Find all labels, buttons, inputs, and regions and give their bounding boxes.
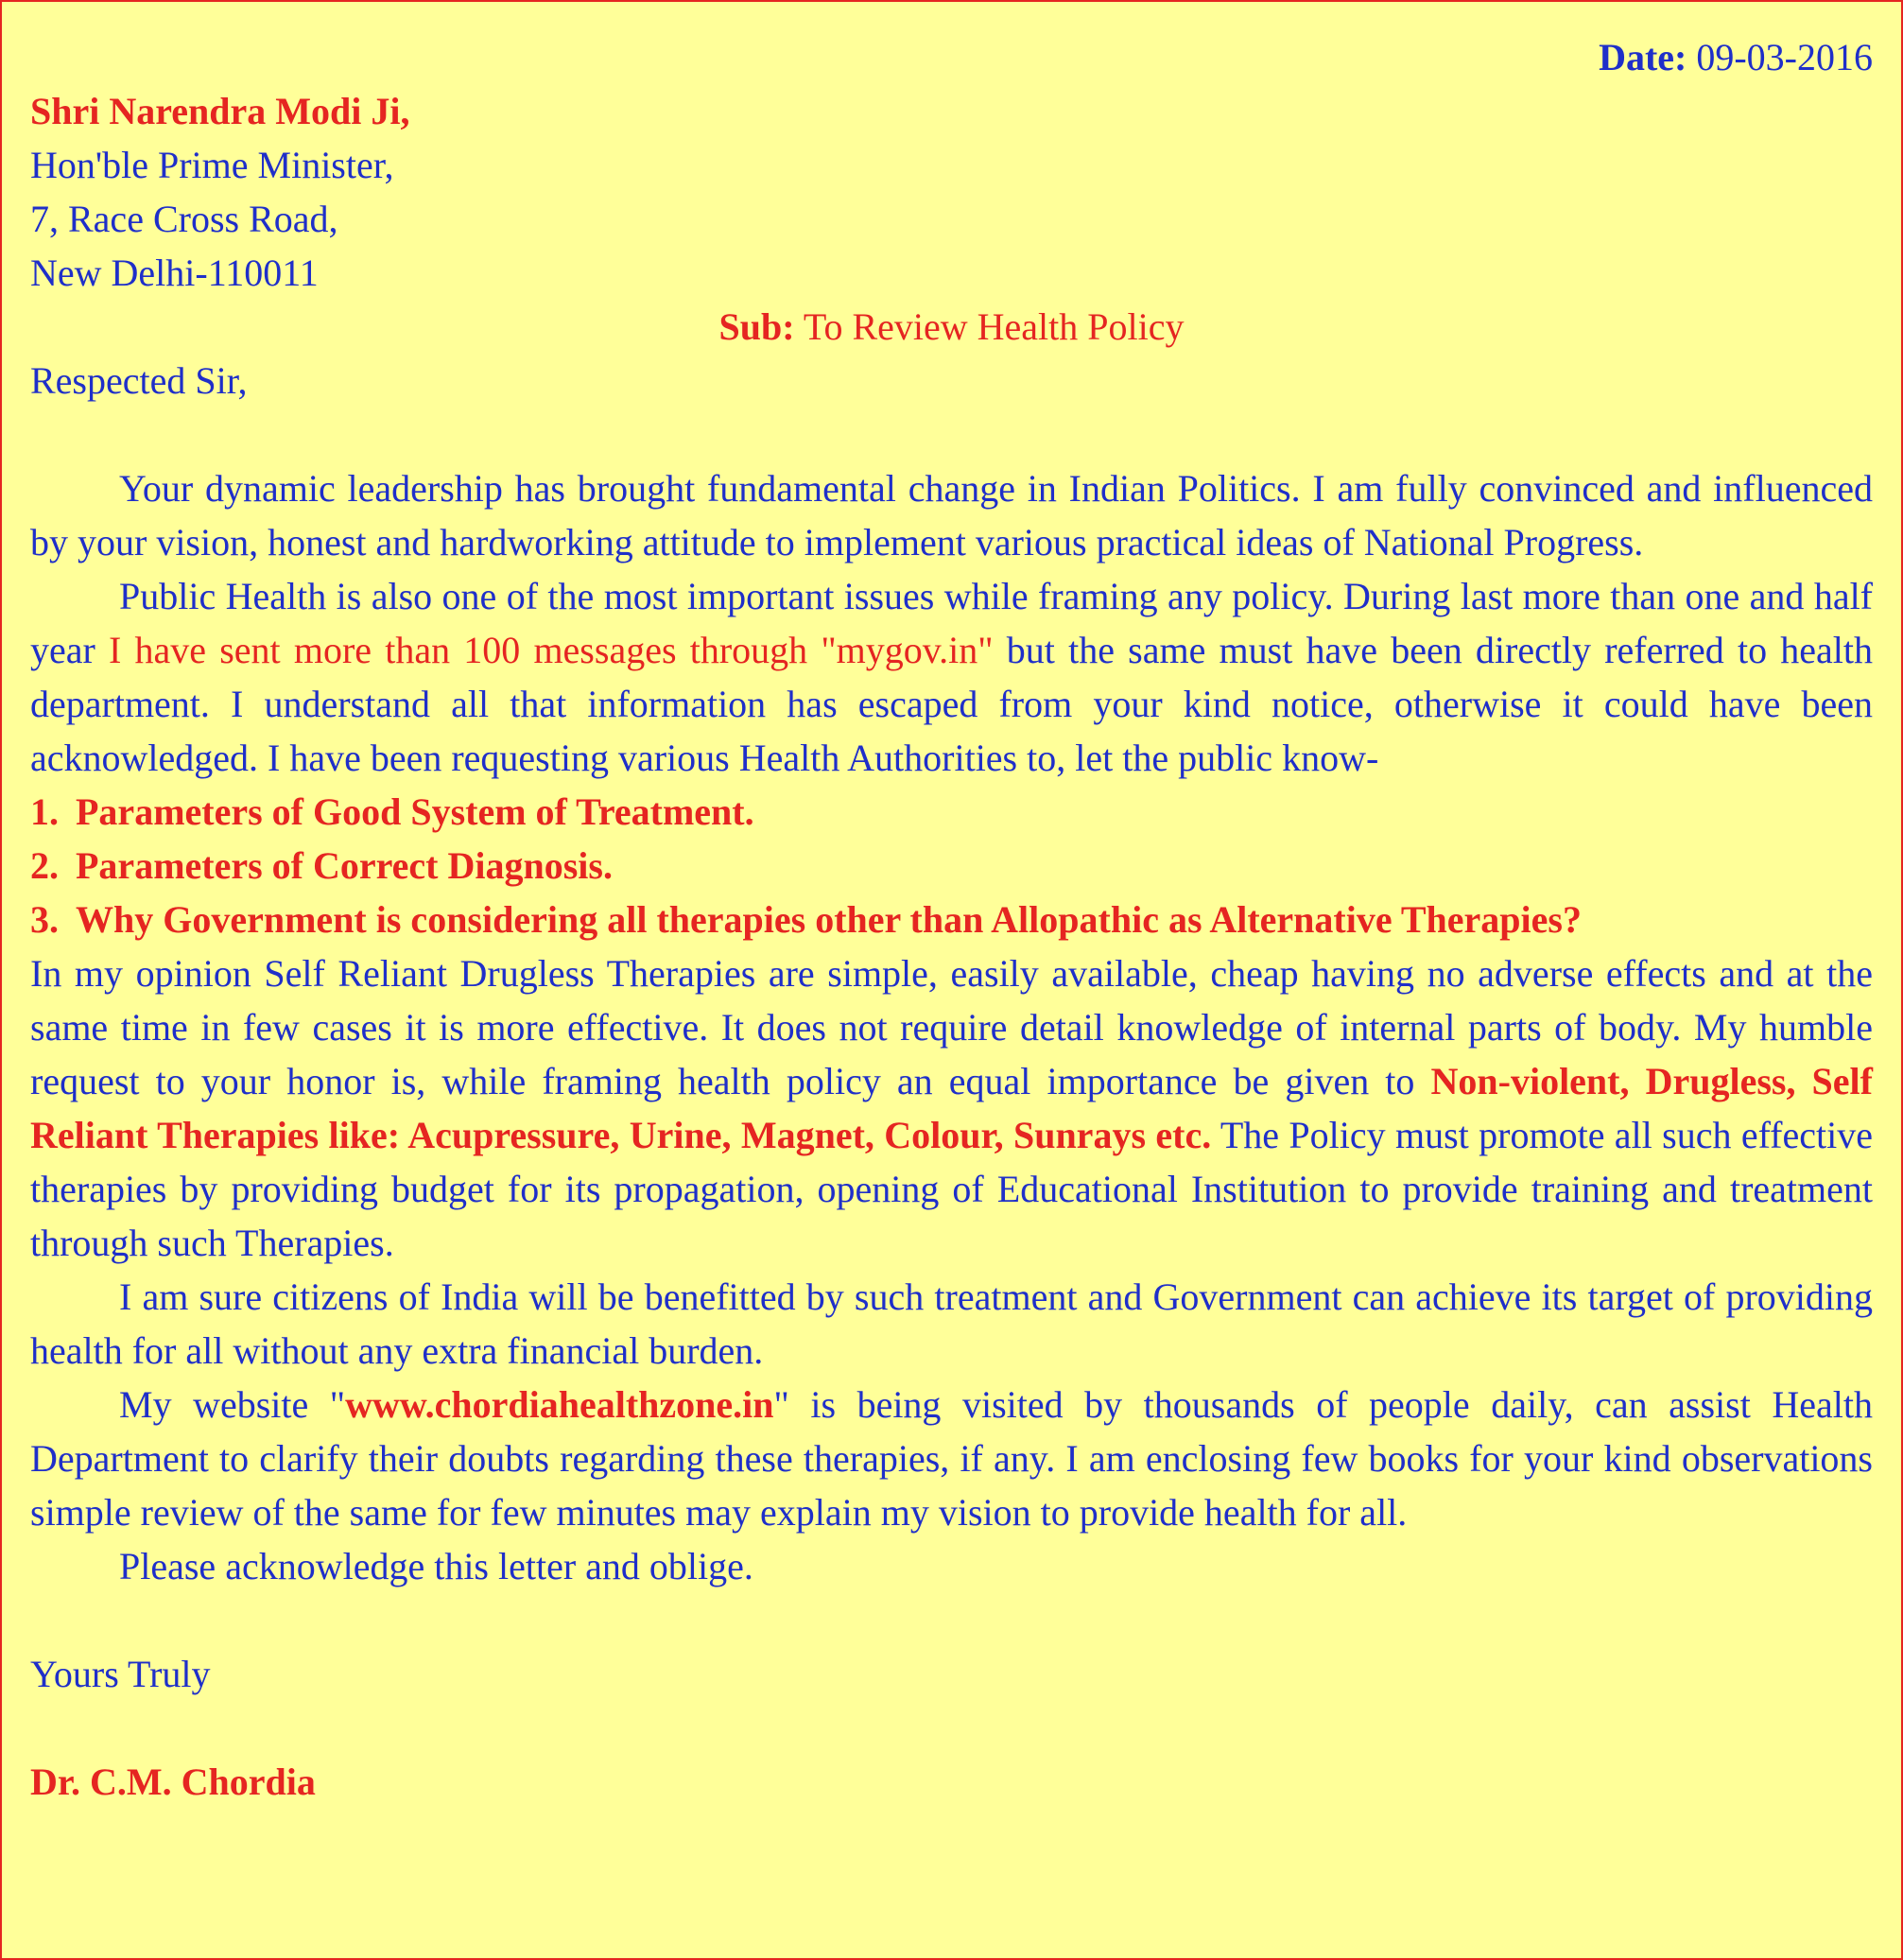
spacer (30, 1701, 1873, 1755)
paragraph-2-text-a: Public Health is also one of the most important issues while framing any policy. During last more than one and half year (30, 575, 1873, 671)
website-link: www.chordiahealthzone.in (345, 1383, 774, 1426)
list-item-number: 2. (30, 844, 59, 887)
list-item-number: 1. (30, 790, 59, 833)
subject-line (30, 300, 1873, 354)
paragraph-1: Your dynamic leadership has brought fundamental change in Indian Politics. I am fully convinced and influenced by your vision, honest and hardworking attitude to implement various practical ideas of National Progress. (30, 467, 1873, 564)
closing: Yours Truly (30, 1653, 211, 1695)
recipient-title: Hon'ble Prime Minister, (30, 144, 394, 186)
paragraph-5-text-b: " is being visited by thousands of people daily, can assist Health Department to clarify their doubts regarding these therapies, if any. I am enclosing few books for your kind observations simple review of the same for few minutes may explain my vision to provide health for all. (30, 1383, 1873, 1534)
recipient-address-line2: New Delhi-110011 (30, 252, 319, 294)
spacer (30, 1593, 1873, 1647)
paragraph-5-text-a: My website " (119, 1383, 346, 1426)
subject-label: Sub: (718, 305, 795, 348)
paragraph-3-highlight: Non-violent, Drugless, Self Reliant Therapies like: Acupressure, Urine, Magnet, Colour, Sunrays etc. (30, 1060, 1873, 1156)
paragraph-2-text-b: but the same must have been directly referred to health department. I understand all that information has escaped from your kind notice, otherwise it could have been acknowledged. I have been requesting various Health Authorities to, let the public know- (30, 629, 1873, 779)
paragraph-3-text-a: In my opinion Self Reliant Drugless Therapies are simple, easily available, cheap having no adverse effects and at the same time in few cases it is more effective. It does not require detail knowledge of internal parts of body. My humble request to your honor is, while framing health policy an equal importance be given to (30, 952, 1873, 1102)
list-item-text: Parameters of Good System of Treatment. (76, 790, 754, 833)
list-item (30, 785, 1873, 839)
paragraph-6: Please acknowledge this letter and oblige. (119, 1545, 753, 1587)
question-list (30, 785, 1873, 946)
recipient-name: Shri Narendra Modi Ji, (30, 90, 410, 132)
salutation: Respected Sir, (30, 359, 248, 402)
recipient-block (30, 84, 1873, 300)
list-item (30, 893, 1873, 946)
list-item-number: 3. (30, 898, 59, 941)
paragraph-2-highlight: I have sent more than 100 messages through "mygov.in" (109, 629, 994, 671)
date-line (30, 30, 1873, 84)
recipient-address-line1: 7, Race Cross Road, (30, 198, 338, 240)
signature: Dr. C.M. Chordia (30, 1761, 316, 1803)
list-item-text: Parameters of Correct Diagnosis. (76, 844, 613, 887)
list-item-text: Why Government is considering all therapies other than Allopathic as Alternative Therapies? (76, 898, 1582, 941)
paragraph-5 (30, 1378, 1873, 1539)
date-value: 09-03-2016 (1696, 36, 1873, 78)
paragraph-3 (30, 946, 1873, 1270)
list-item (30, 839, 1873, 893)
subject-text: To Review Health Policy (803, 305, 1185, 348)
paragraph-3-text-b: The Policy must promote all such effective therapies by providing budget for its propagation, opening of Educational Institution to provide training and treatment through such Therapies. (30, 1114, 1873, 1264)
paragraph-2 (30, 569, 1873, 785)
date-label: Date: (1599, 36, 1687, 78)
spacer (30, 408, 1873, 461)
paragraph-4: I am sure citizens of India will be benefitted by such treatment and Government can achieve its target of providing health for all without any extra financial burden. (30, 1275, 1873, 1372)
